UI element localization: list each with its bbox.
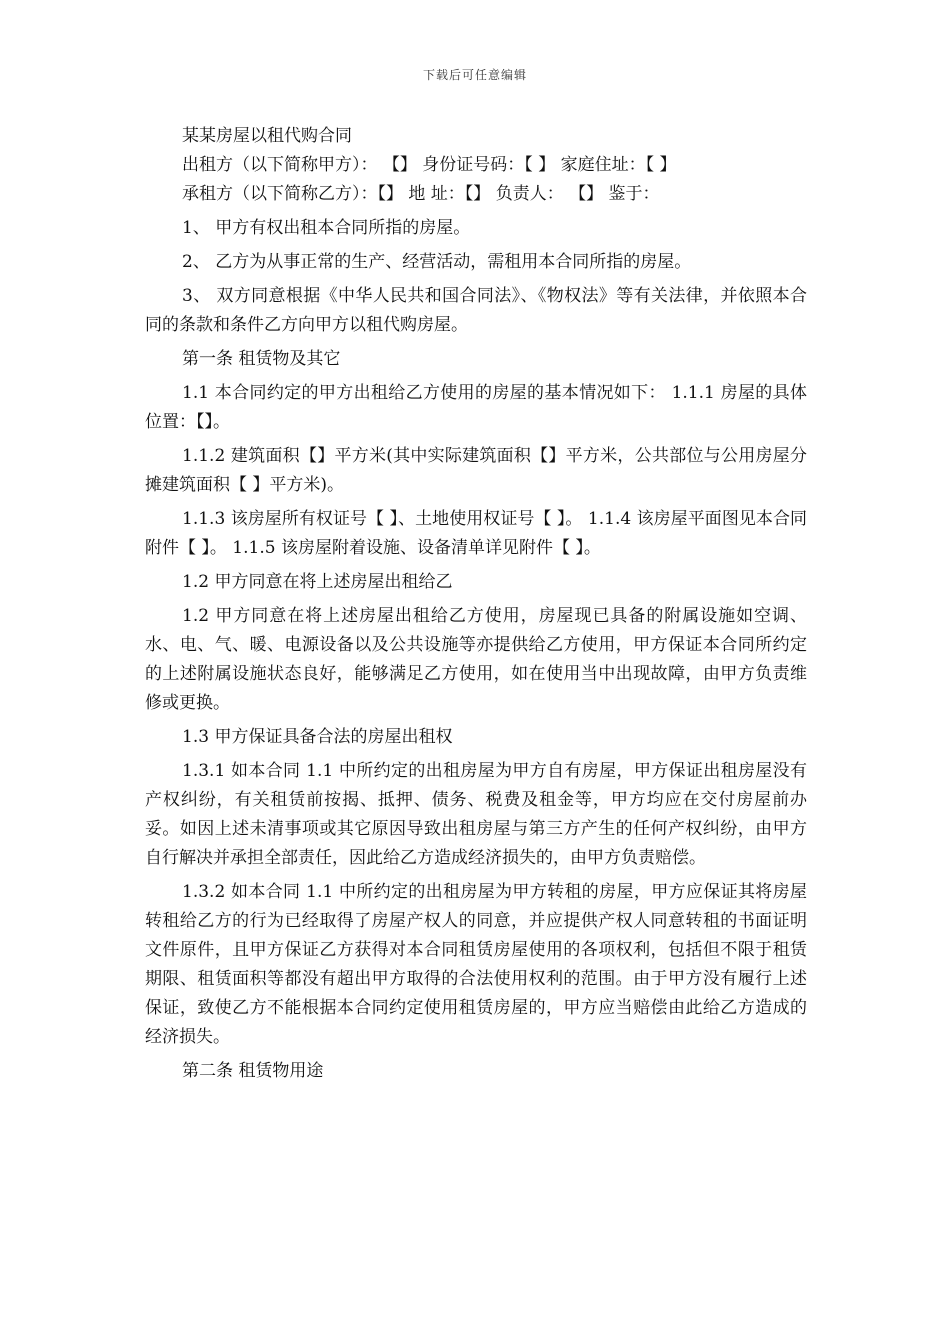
article-1-heading: 第一条 租赁物及其它 [182, 349, 341, 369]
clause-1-2-heading: 1.2 甲方同意在将上述房屋出租给乙 [182, 572, 453, 592]
clause-1-1: 1.1 本合同约定的甲方出租给乙方使用的房屋的基本情况如下： 1.1.1 房屋的具体位置：【】。 [145, 383, 807, 432]
clause-1-1-3: 1.1.3 该房屋所有权证号【 】、土地使用权证号【 】。 1.1.4 该房屋平面图见本合同附件【 】。 1.1.5 该房屋附着设施、设备清单详见附件【 】。 [145, 509, 807, 558]
document-title: 某某房屋以租代购合同 [182, 126, 352, 146]
recital-3: 3、 双方同意根据《中华人民共和国合同法》、《物权法》等有关法律，并依照本合同的条款和条件乙方向甲方以租代购房屋。 [145, 286, 807, 335]
clause-1-1-2: 1.1.2 建筑面积【】平方米(其中实际建筑面积【】平方米，公共部位与公用房屋分摊建筑面积【 】平方米)。 [145, 446, 807, 495]
clause-1-3-1: 1.3.1 如本合同 1.1 中所约定的出租房屋为甲方自有房屋，甲方保证出租房屋没有产权纠纷，有关租赁前按揭、抵押、债务、税费及租金等，甲方均应在交付房屋前办妥。如因上述未清事项或其它原因导致出租房屋与第三方产生的任何产权纠纷，由甲方自行解决并承担全部责任，因此给乙方造成经济损失的，由甲方负责赔偿。 [145, 761, 807, 868]
lessor-info: 出租方（以下简称甲方）： 【】 身份证号码：【 】 家庭住址：【 】 [182, 155, 677, 175]
clause-1-3-2: 1.3.2 如本合同 1.1 中所约定的出租房屋为甲方转租的房屋，甲方应保证其将房屋转租给乙方的行为已经取得了房屋产权人的同意，并应提供产权人同意转租的书面证明文件原件，且甲方保证乙方获得对本合同租赁房屋使用的各项权利，包括但不限于租赁期限、租赁面积等都没有超出甲方取得的合法使用权利的范围。由于甲方没有履行上述保证，致使乙方不能根据本合同约定使用租赁房屋的，甲方应当赔偿由此给乙方造成的经济损失。 [145, 882, 807, 1047]
clause-1-3-heading: 1.3 甲方保证具备合法的房屋出租权 [182, 727, 453, 747]
recital-2: 2、 乙方为从事正常的生产、经营活动，需租用本合同所指的房屋。 [182, 252, 692, 272]
page-header: 下载后可任意编辑 [422, 68, 527, 82]
document-body [145, 122, 807, 1086]
recital-1: 1、 甲方有权出租本合同所指的房屋。 [182, 218, 471, 238]
article-2-heading: 第二条 租赁物用途 [182, 1061, 324, 1081]
lessee-info: 承租方（以下简称乙方）：【】 地 址：【】 负责人： 【】 鉴于： [182, 184, 660, 204]
clause-1-2: 1.2 甲方同意在将上述房屋出租给乙方使用，房屋现已具备的附属设施如空调、水、电、气、暖、电源设备以及公共设施等亦提供给乙方使用，甲方保证本合同所约定的上述附属设施状态良好，能够满足乙方使用，如在使用当中出现故障，由甲方负责维修或更换。 [145, 606, 807, 713]
